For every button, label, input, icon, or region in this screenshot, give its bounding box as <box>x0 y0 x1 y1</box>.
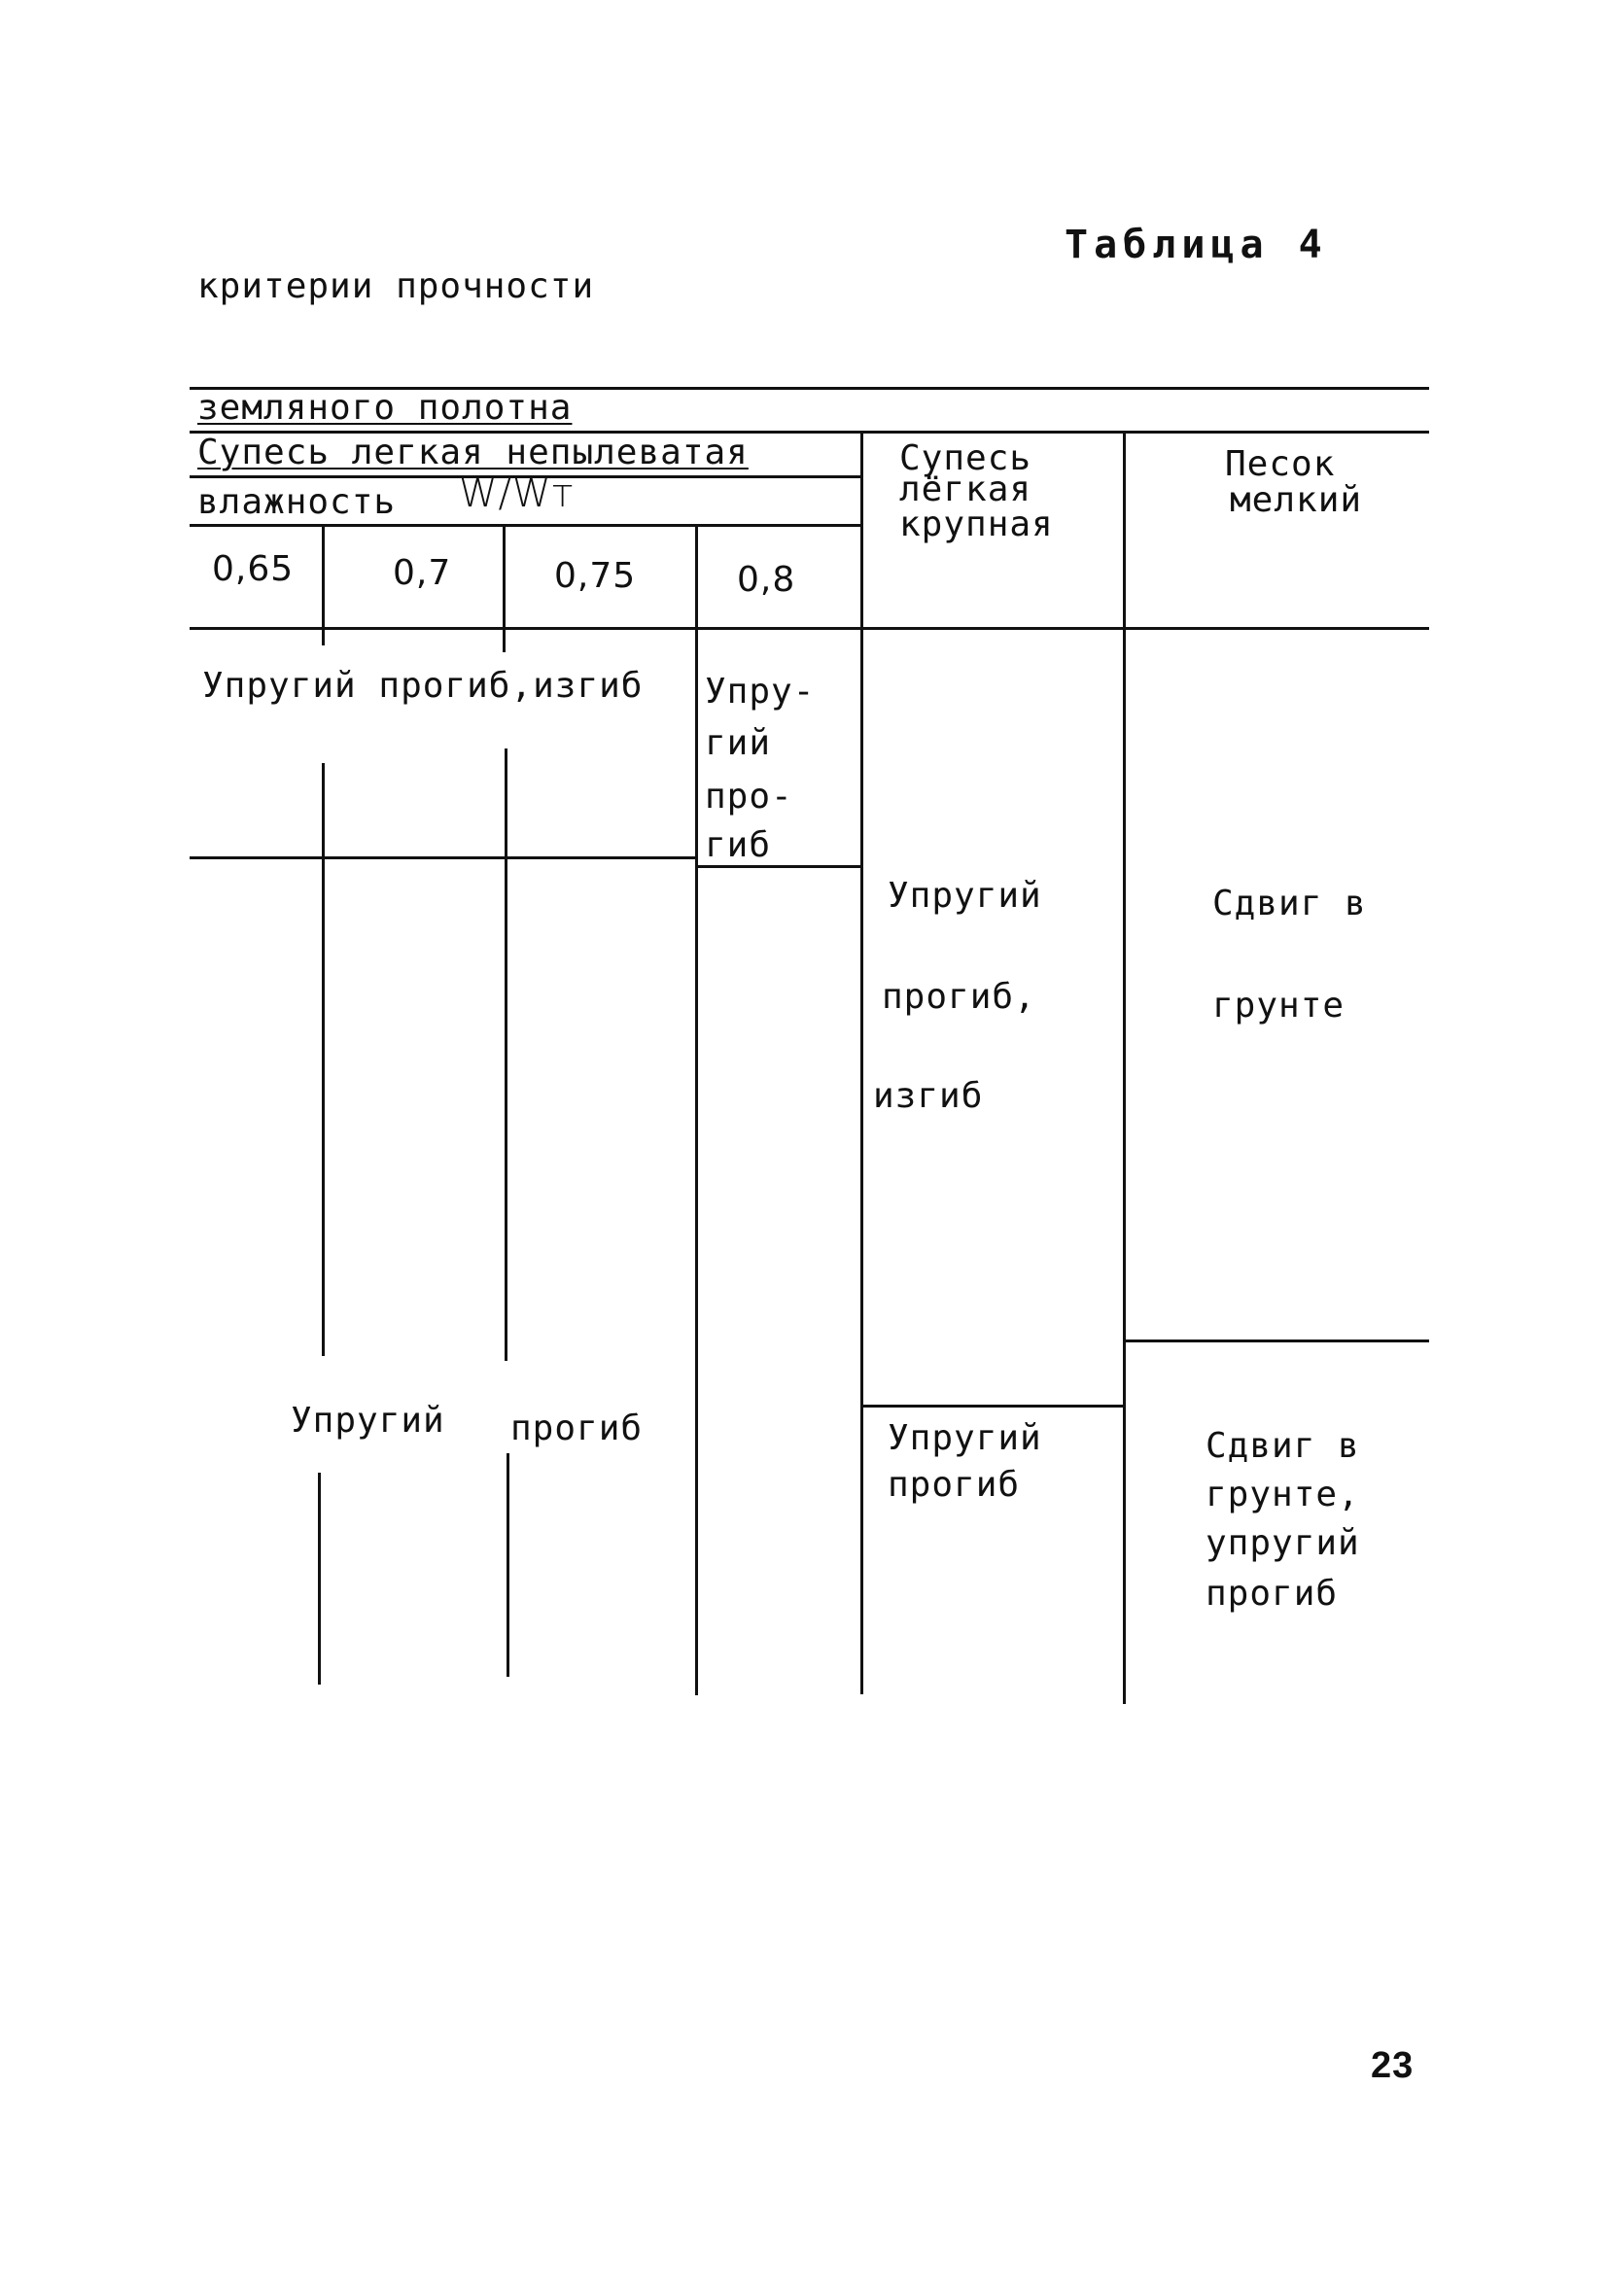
col-divider-1 <box>318 1473 321 1685</box>
cell-line: Упругий <box>888 876 1042 916</box>
cell-line: изгиб <box>873 1076 984 1116</box>
group-header: земляного полотна <box>197 388 573 428</box>
col-divider-2 <box>507 1453 509 1677</box>
cell-line: грунте, <box>1206 1475 1360 1514</box>
cell-line: гиб <box>705 825 772 865</box>
cell-line: Сдвиг в <box>1212 884 1367 923</box>
header-line: лёгкая <box>899 470 1032 509</box>
page-number: 23 <box>1371 2045 1415 2086</box>
col-divider-2 <box>503 524 506 652</box>
row-4-criterion-part-1: Упругий <box>287 1402 449 1441</box>
moisture-value: 0,65 <box>212 549 295 589</box>
col-divider-4 <box>860 431 863 1694</box>
cell-line: прогиб <box>888 1465 1021 1505</box>
moisture-ratio: W/Wт <box>459 471 575 516</box>
cell-line: Упругий <box>888 1418 1042 1458</box>
rule-under-header <box>190 627 1429 630</box>
moisture-label: влажность <box>197 482 397 522</box>
rule-row-1-col-4-bottom <box>695 865 860 868</box>
col-divider-1 <box>322 524 325 645</box>
row-4-criterion-part-2: прогиб <box>510 1409 644 1448</box>
moisture-value: 0,75 <box>554 556 637 596</box>
soil-name-header: Супесь легкая непылеватая <box>197 433 749 472</box>
table-label: Таблица 4 <box>1065 223 1328 267</box>
moisture-value: 0,8 <box>737 560 796 600</box>
header-line: мелкий <box>1230 480 1363 520</box>
cell-line: Сдвиг в <box>1206 1426 1360 1466</box>
cell-line: упругий <box>1206 1523 1360 1563</box>
header-line: Песок <box>1225 444 1336 484</box>
cell-line: прогиб, <box>882 977 1036 1017</box>
cell-line: грунте <box>1212 986 1346 1026</box>
col-divider-5 <box>1123 431 1126 1704</box>
col-divider-2 <box>505 748 507 1361</box>
cell-line: гий <box>705 723 772 763</box>
rule-under-moisture-label <box>190 524 860 527</box>
cell-line: Упру- <box>705 672 816 712</box>
moisture-value: 0,7 <box>393 553 452 593</box>
header-line: Супесь <box>899 438 1032 478</box>
rule-sand-row-bottom <box>1123 1339 1429 1342</box>
col-divider-1 <box>322 763 325 1356</box>
cell-line: прогиб <box>1206 1574 1339 1614</box>
cell-line: про- <box>705 777 793 817</box>
table-subtitle: критерии прочности <box>197 266 595 306</box>
row-1-criterion: Упругий прогиб,изгиб <box>202 667 647 706</box>
header-line: крупная <box>899 504 1054 544</box>
rule-sandy-row-bottom <box>860 1405 1123 1408</box>
rule-row-1-bottom <box>190 856 695 859</box>
col-divider-3 <box>695 524 698 1695</box>
